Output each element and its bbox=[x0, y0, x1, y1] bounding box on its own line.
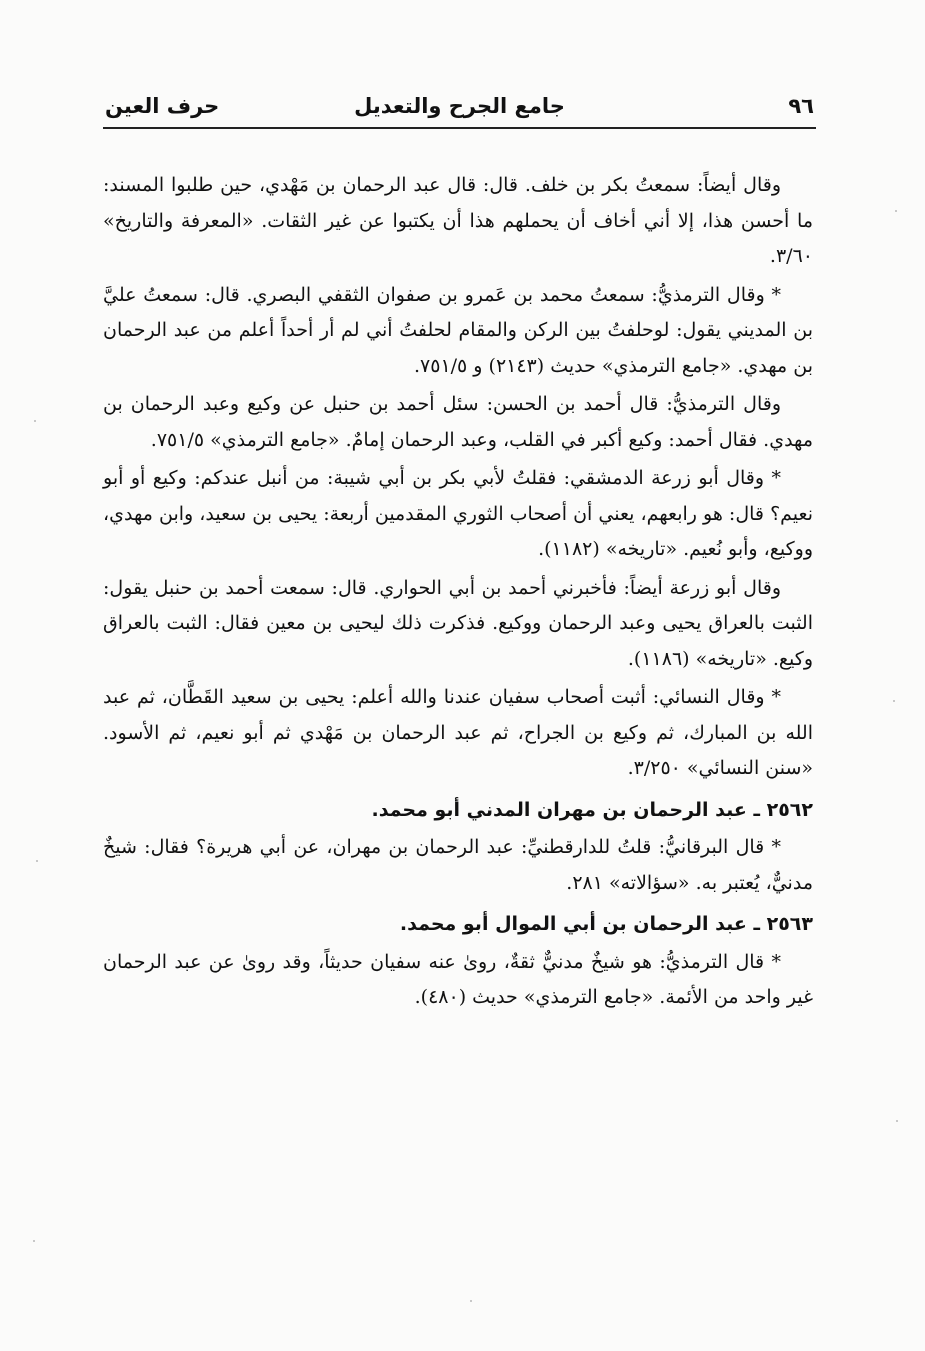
paragraph: * قال البرقانيُّ: قلتُ للدارقطنيِّ: عبد الرحمان بن مهران، عن أبي هريرة؟ فقال: شيخٌ مدنيٌّ، يُعتبر به. «سؤالاته» ٢٨١. bbox=[103, 836, 813, 894]
scan-speck bbox=[36, 860, 38, 862]
chapter-title: حرف العين bbox=[105, 94, 220, 118]
scan-speck bbox=[34, 420, 36, 422]
paragraph: وقال أيضاً: سمعتُ بكر بن خلف. قال: قال عبد الرحمان بن مَهْدي، حين طلبوا المسند: ما أحسن هذا، إلا أني أخاف أن يحملهم هذا أن يكتبوا عن غير الثقات. «المعرفة والتاريخ» ٣/٦٠. bbox=[103, 174, 813, 267]
entry-heading: ٢٥٦٢ ـ عبد الرحمان بن مهران المدني أبو محمد. bbox=[371, 798, 813, 821]
scan-speck bbox=[893, 700, 895, 702]
entry-heading: ٢٥٦٣ ـ عبد الرحمان بن أبي الموال أبو محمد. bbox=[399, 913, 813, 935]
page-number: ٩٦ bbox=[788, 94, 814, 118]
paragraph: * وقال أبو زرعة الدمشقي: فقلتُ لأبي بكر بن أبي شيبة: من أنبل عندكم: وكيع أو أبو نعيم؟ قال: هو رابعهم، يعني أن أصحاب الثوري المقدمين أربعة: يحيى بن سعيد، وابن مهدي، ووكيع، وأبو نُعيم. «تاريخه» (١١٨٢). bbox=[103, 467, 813, 560]
scan-speck bbox=[896, 1120, 898, 1122]
paragraph: * وقال الترمذيُّ: سمعتُ محمد بن عَمرو بن صفوان الثقفي البصري. قال: سمعتُ عليَّ بن المديني يقول: لوحلفتُ بين الركن والمقام لحلفتُ أني لم أر أحداً أعلم من عبد الرحمان بن مهدي. «جامع الترمذي» حديث (٢١٤٣) و ٧٥١/٥. bbox=[103, 283, 813, 377]
page-body bbox=[103, 168, 813, 1016]
scan-speck bbox=[33, 1240, 35, 1242]
scan-speck bbox=[895, 210, 897, 212]
paragraph: * وقال النسائي: أثبت أصحاب سفيان عندنا والله أعلم: يحيى بن سعيد القَطَّان، ثم عبد الله بن المبارك، ثم وكيع بن الجراح، ثم عبد الرحمان بن مَهْدي ثم أبو نعيم، ثم الأسود. «سنن النسائي» ٣/٢٥٠. bbox=[103, 686, 813, 779]
scan-speck bbox=[470, 1300, 472, 1302]
running-header bbox=[103, 92, 816, 126]
paragraph: * قال الترمذيُّ: هو شيخٌ مدنيٌّ ثقةٌ، روىٰ عنه سفيان حديثاً، وقد روىٰ عن عبد الرحمان غير واحد من الأئمة. «جامع الترمذي» حديث (٤٨٠). bbox=[103, 950, 813, 1008]
paragraph: وقال الترمذيُّ: قال أحمد بن الحسن: سئل أحمد بن حنبل عن وكيع وعبد الرحمان بن مهدي. فقال أحمد: وكيع أكبر في القلب، وعبد الرحمان إمامٌ. «جامع الترمذي» ٧٥١/٥. bbox=[103, 393, 813, 451]
book-title: جامع الجرح والتعديل bbox=[354, 94, 565, 118]
paragraph: وقال أبو زرعة أيضاً: فأخبرني أحمد بن أبي الحواري. قال: سمعت أحمد بن حنبل يقول: الثبت بالعراق يحيى وعبد الرحمان ووكيع. فذكرت ذلك ليحيى بن معين فقال: الثبت بالعراق وكيع. «تاريخه» (١١٨٦). bbox=[103, 576, 813, 670]
header-rule bbox=[103, 127, 816, 129]
